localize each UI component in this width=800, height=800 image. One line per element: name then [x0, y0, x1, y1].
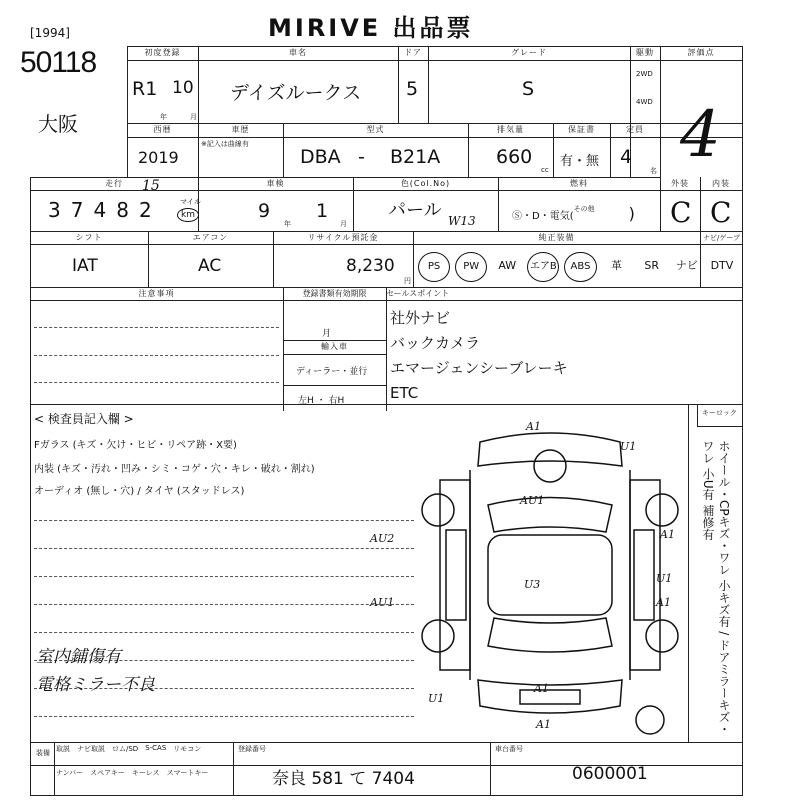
fuel-value: [512, 204, 635, 223]
roof: [488, 535, 612, 615]
wheel-rr: [646, 620, 678, 652]
door-header: ドア: [404, 48, 422, 57]
accessory-item: スペアキー: [90, 769, 125, 777]
inspection-year-label: 年: [284, 220, 291, 228]
color-code: W13: [448, 214, 476, 228]
month-label: 月: [190, 113, 197, 121]
mileage-header: 走行: [105, 179, 123, 188]
damage-mark: AU2: [370, 532, 395, 545]
damage-mark: A1: [536, 718, 551, 731]
color-value: パール: [388, 200, 442, 221]
year-label: 年: [160, 113, 167, 121]
displacement-value: 660: [496, 146, 533, 168]
km-unit: [177, 208, 199, 222]
equipment-pw: PW: [455, 252, 487, 282]
rear-window: [488, 618, 612, 652]
grade-header: グレード: [511, 48, 547, 57]
front-window: [488, 498, 612, 533]
recycle-value: 8,230: [346, 256, 395, 276]
page-title: MIRIVE 出品票: [268, 14, 474, 42]
sales-point-header: セールスポイント: [386, 289, 450, 298]
wheel-front: [534, 450, 566, 482]
equipment-list: [418, 252, 742, 282]
wheel-fr: [646, 494, 678, 526]
accessory-item: 取説: [56, 745, 70, 753]
sales-point-item: エマージェンシーブレーキ: [390, 359, 568, 377]
equipment-ps: PS: [418, 252, 450, 282]
reg-deadline-header: 登録書類有効期限: [302, 289, 367, 298]
inspection-month-label: 月: [340, 220, 347, 228]
model-dash: -: [358, 146, 365, 168]
equipment-sunroof: SR: [644, 259, 660, 272]
capacity-unit: 名: [650, 167, 657, 175]
mileage-digit: 2: [138, 198, 162, 222]
equipment-leather: 革: [611, 259, 623, 272]
reg-month: 10: [172, 78, 194, 98]
fuel-header: 燃料: [570, 179, 588, 188]
km-unit-text: km: [181, 210, 195, 220]
location: 大阪: [38, 112, 78, 136]
displacement-header: 排気量: [497, 125, 524, 134]
recycle-header: リサイクル預託金: [307, 233, 379, 242]
sales-point-item: バックカメラ: [390, 334, 481, 352]
side-remarks: ホイール・CPキズ・ワレ 小キズ有 / ドアミラーキズ・ワレ 小U有 補修有: [701, 440, 731, 736]
inspection-month: 1: [316, 200, 329, 222]
recycle-unit: 円: [404, 277, 411, 285]
equipment-dtv: DTV: [710, 259, 734, 272]
sales-point-item: ETC: [390, 384, 419, 402]
mile-label: マイル: [180, 198, 201, 206]
inspection-line: オーディオ (無し・穴) / タイヤ (スタッドレス): [34, 486, 245, 497]
body-outline: [470, 470, 630, 680]
score-header: 評価点: [687, 48, 715, 57]
damage-mark: U3: [524, 578, 541, 591]
plate-number: 奈良 581 て 7404: [272, 769, 415, 789]
shift-header: シフト: [75, 233, 103, 242]
accessory-item: ナンバー: [56, 769, 84, 777]
interior-grade: C: [710, 196, 732, 229]
accessory-item: S-CAS: [145, 744, 167, 752]
capacity-header: 定員: [626, 125, 644, 134]
model-prefix: DBA: [300, 146, 341, 168]
import-header: 輸入車: [321, 342, 348, 351]
equipment-abs: ABS: [564, 252, 596, 282]
mileage-digit: 8: [116, 198, 139, 222]
warranty-header: 保証書: [568, 125, 595, 134]
mileage-digit: 4: [93, 198, 117, 222]
navi-header: ナビ/ゲーブ: [703, 234, 741, 242]
exterior-header: 外装: [671, 179, 689, 188]
damage-mark: U1: [428, 692, 445, 705]
plate-label: 登録番号: [238, 745, 266, 753]
inspection-line: 内装 (キズ・汚れ・凹み・シミ・コゲ・穴・キレ・破れ・割れ): [34, 464, 315, 475]
code-label: [1994]: [30, 26, 70, 40]
fuel-options: Ⓢ・D・電気(: [512, 211, 574, 222]
rear-bumper: [478, 680, 622, 713]
inspection-year: 9: [258, 200, 271, 222]
damage-mark: U1: [656, 572, 673, 585]
exterior-grade: C: [670, 196, 692, 229]
mileage-handwritten: 15: [142, 178, 160, 194]
aircon-header: エアコン: [192, 233, 229, 242]
first-reg-header: 初度登録: [144, 48, 181, 57]
reg-era: R1: [132, 78, 158, 100]
interior-header: 内装: [712, 179, 730, 188]
fuel-other: その他: [573, 205, 595, 213]
score-value: 4: [680, 98, 721, 172]
equipment-navi: ナビ: [675, 259, 698, 272]
car-diagram: [370, 410, 690, 740]
wheel-rl: [422, 620, 454, 652]
mileage-digit: 3: [48, 198, 71, 222]
model-header: 型式: [366, 125, 385, 134]
mileage-digits: [48, 198, 162, 222]
accessory-item: キーレス: [131, 769, 160, 777]
aircon-value: AC: [198, 256, 222, 276]
accessories-grid: [56, 744, 232, 778]
year-value: 2019: [138, 148, 179, 167]
year-header: 西暦: [153, 125, 172, 134]
damage-mark: A1: [526, 420, 541, 433]
wheel-fl: [422, 494, 454, 526]
sales-point-item: 社外ナビ: [390, 309, 451, 327]
drive-header: 駆動: [636, 48, 654, 57]
key-lock-label: キーロック: [702, 409, 737, 417]
inspector-title: < 検査員記入欄 >: [34, 412, 134, 426]
warranty-value: 有・無: [560, 154, 600, 169]
handwritten-note: 室内鋪傷有: [36, 647, 121, 667]
capacity-value: 4: [620, 146, 633, 168]
cert-header: 車歴: [231, 125, 250, 134]
inspection-line: Fガラス (キズ・欠け・ヒビ・リペア跡・X要): [34, 440, 237, 451]
equipment-airbag: エアB: [527, 252, 559, 282]
chassis-label: 車台番号: [495, 745, 523, 753]
handwritten-note: 電格ミラー不良: [36, 675, 155, 695]
drive-2wd: 2WD: [636, 70, 653, 78]
spare-wheel: [636, 706, 664, 734]
grade-value: S: [522, 78, 535, 100]
mileage-digit: 7: [70, 198, 94, 222]
model-code: B21A: [390, 146, 441, 168]
inspection-header: 車検: [266, 179, 285, 188]
lot-number: 50118: [20, 46, 97, 79]
displacement-unit: cc: [541, 166, 549, 174]
door-count: 5: [406, 78, 419, 100]
accessory-item: ロム/SD: [112, 745, 139, 753]
cert-note: ※記入は曲線有: [201, 140, 249, 148]
fuel-close: ): [628, 204, 635, 223]
equipment-header: 純正装備: [538, 233, 575, 242]
drive-4wd: 4WD: [636, 98, 653, 106]
damage-mark: AU1: [520, 494, 545, 507]
accessory-item: リモコン: [173, 745, 202, 753]
color-header: 色(Col.No): [400, 179, 451, 188]
notes-header: 注意事項: [138, 289, 175, 298]
steering-option: 左H ・ 右H: [298, 396, 345, 406]
damage-mark: A1: [660, 528, 675, 541]
accessory-item: ナビ取説: [77, 745, 105, 753]
damage-mark: U1: [620, 440, 637, 453]
shift-value: IAT: [72, 256, 98, 276]
car-name-header: 車名: [289, 48, 307, 57]
chassis-number: 0600001: [572, 764, 648, 784]
reg-month-label: 月: [322, 329, 332, 339]
damage-mark: A1: [656, 596, 671, 609]
equipment-aw: AW: [498, 259, 517, 272]
sales-points: [390, 306, 568, 406]
dealer-option: ディーラー・並行: [296, 367, 368, 377]
accessories-label: 装備: [36, 749, 50, 757]
damage-mark: AU1: [370, 596, 395, 609]
accessory-item: スマートキー: [166, 769, 209, 777]
damage-mark: A1: [534, 682, 549, 695]
car-name: デイズルークス: [230, 82, 362, 104]
